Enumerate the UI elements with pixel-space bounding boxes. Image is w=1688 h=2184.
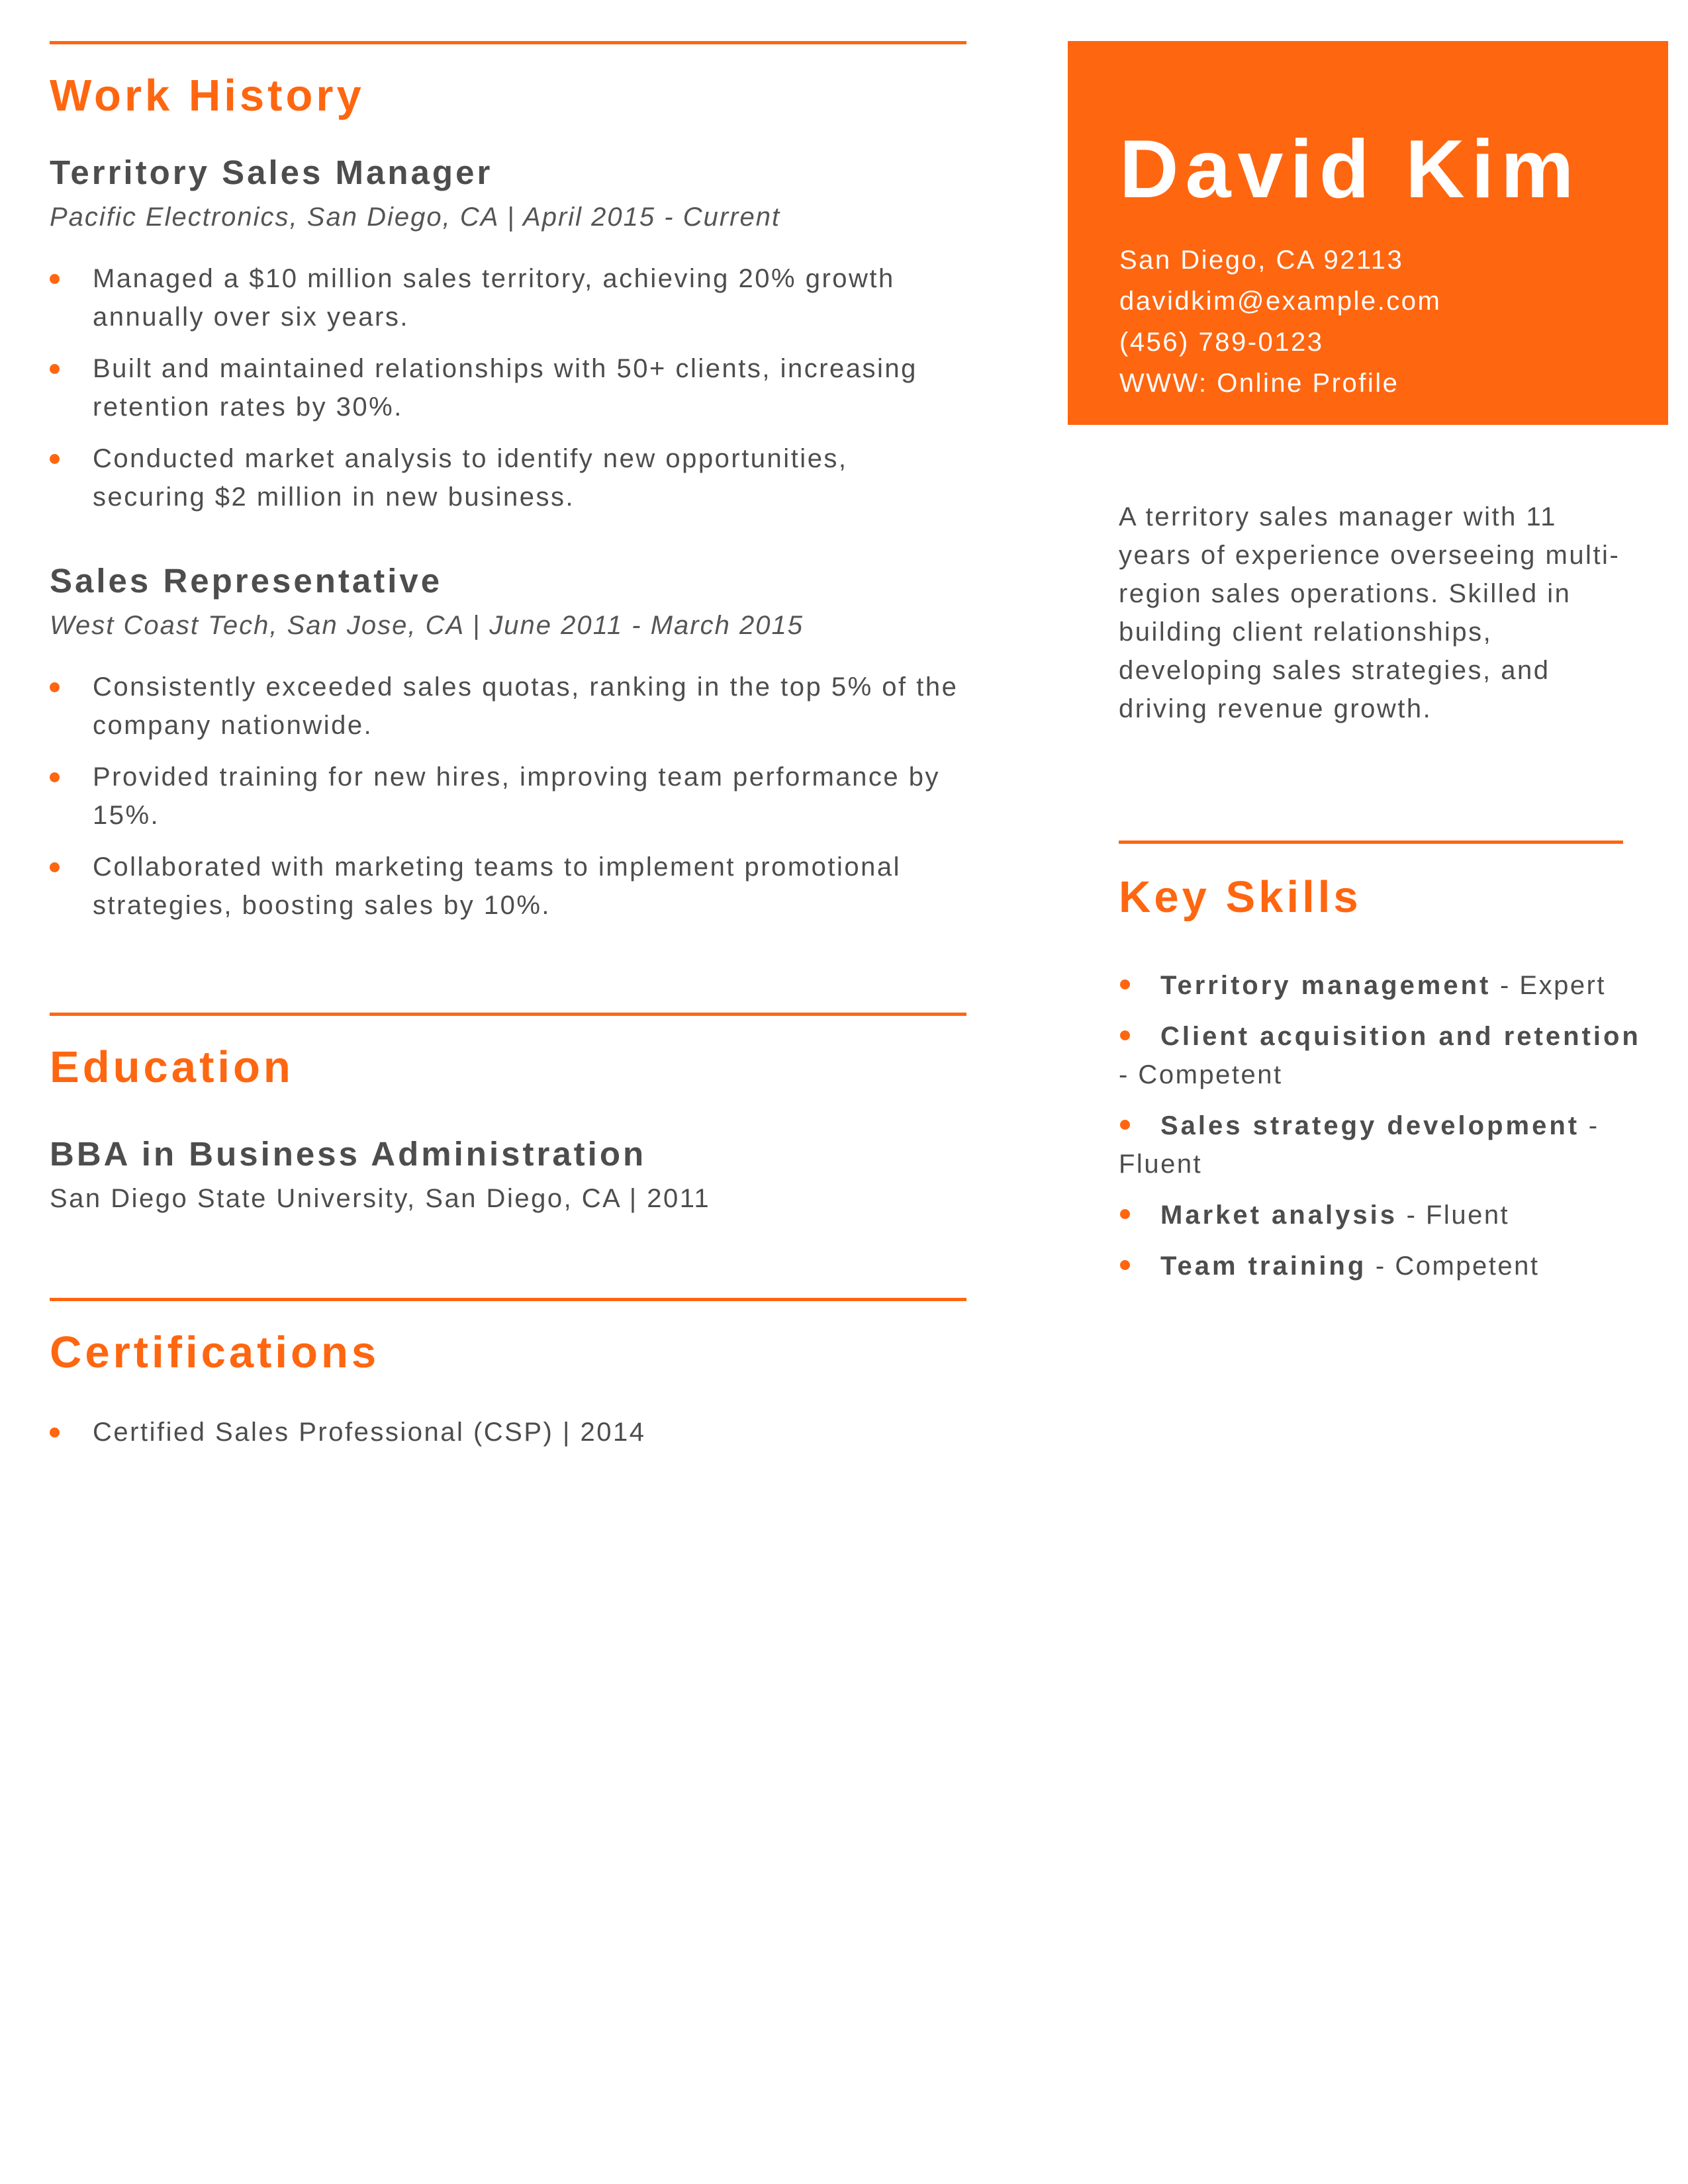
skill-name: Market analysis	[1160, 1201, 1397, 1230]
work-history-heading: Work History	[50, 71, 365, 120]
skill-item	[1119, 966, 1642, 1005]
certifications-heading: Certifications	[50, 1328, 380, 1377]
section-divider	[50, 1298, 966, 1301]
section-divider	[1119, 841, 1623, 844]
degree-title: BBA in Business Administration	[50, 1135, 647, 1173]
certification-item: Certified Sales Professional (CSP) | 2014	[50, 1413, 966, 1451]
certification-list	[50, 1413, 966, 1451]
contact-address: San Diego, CA 92113	[1119, 246, 1404, 275]
bullet-dot	[1120, 1120, 1130, 1130]
professional-summary: A territory sales manager with 11 years of experience overseeing multi-region sales operations. Skilled in building client relationships, developing sales strategies, and driving revenue growth.	[1119, 502, 1620, 723]
job-bullet: Collaborated with marketing teams to implement promotional strategies, boosting sales by 10%.	[50, 848, 966, 925]
job-bullet: Managed a $10 million sales territory, achieving 20% growth annually over six years.	[50, 259, 966, 336]
skill-name: Team training	[1160, 1251, 1367, 1281]
bullet-dot	[50, 454, 60, 464]
job-title: Sales Representative	[50, 562, 443, 600]
bullet-dot	[50, 772, 60, 782]
bullet-dot	[50, 364, 60, 374]
skill-name: Client acquisition and retention	[1160, 1022, 1641, 1051]
bullet-dot	[1120, 1260, 1130, 1270]
bullet-dot	[50, 682, 60, 692]
skill-level: - Competent	[1366, 1251, 1540, 1281]
candidate-name: David Kim	[1119, 124, 1581, 215]
job-entry	[50, 564, 966, 925]
skills-list	[1119, 966, 1642, 1298]
skill-level: - Competent	[1119, 1060, 1283, 1089]
job-dates: | April 2015 - Current	[498, 203, 781, 232]
skill-item	[1119, 1017, 1642, 1094]
section-divider	[50, 41, 966, 44]
job-location: , San Jose, CA	[269, 611, 464, 640]
skill-level: - Fluent	[1397, 1201, 1510, 1230]
skill-name: Territory management	[1160, 971, 1491, 1000]
header-box	[1068, 41, 1668, 425]
skill-item	[1119, 1196, 1642, 1234]
skill-level: - Expert	[1491, 971, 1607, 1000]
contact-phone[interactable]: (456) 789-0123	[1119, 328, 1324, 357]
contact-email[interactable]: davidkim@example.com	[1119, 287, 1442, 316]
job-title: Territory Sales Manager	[50, 154, 493, 191]
left-column	[50, 41, 966, 1451]
job-bullet: Conducted market analysis to identify new opportunities, securing $2 million in new business.	[50, 439, 966, 516]
job-bullet: Built and maintained relationships with 50+ clients, increasing retention rates by 30%.	[50, 349, 966, 426]
job-location: , San Diego, CA	[289, 203, 498, 232]
bullet-dot	[50, 274, 60, 284]
bullet-dot	[50, 1428, 60, 1437]
key-skills-heading: Key Skills	[1119, 872, 1362, 922]
bullet-dot	[50, 862, 60, 872]
job-entry	[50, 156, 966, 516]
job-company: Pacific Electronics	[50, 203, 290, 232]
job-bullets	[50, 668, 966, 925]
contact-website[interactable]: WWW: Online Profile	[1119, 369, 1399, 398]
job-bullet: Provided training for new hires, improving team performance by 15%.	[50, 758, 966, 835]
skill-item	[1119, 1107, 1642, 1183]
skill-name: Sales strategy development	[1160, 1111, 1580, 1140]
job-meta	[50, 204, 966, 230]
skill-item	[1119, 1247, 1642, 1285]
job-bullets	[50, 259, 966, 516]
job-company: West Coast Tech	[50, 611, 270, 640]
bullet-dot	[1120, 1209, 1130, 1219]
education-heading: Education	[50, 1042, 294, 1092]
job-bullet: Consistently exceeded sales quotas, ranking in the top 5% of the company nationwide.	[50, 668, 966, 745]
contact-info	[1119, 240, 1441, 404]
bullet-dot	[1120, 1030, 1130, 1040]
school-info: San Diego State University, San Diego, CA | 2011	[50, 1184, 711, 1213]
job-meta	[50, 612, 966, 639]
job-dates: | June 2011 - March 2015	[463, 611, 804, 640]
skill-level: - Fluent	[1119, 1111, 1599, 1179]
section-divider	[50, 1013, 966, 1016]
bullet-dot	[1120, 979, 1130, 989]
